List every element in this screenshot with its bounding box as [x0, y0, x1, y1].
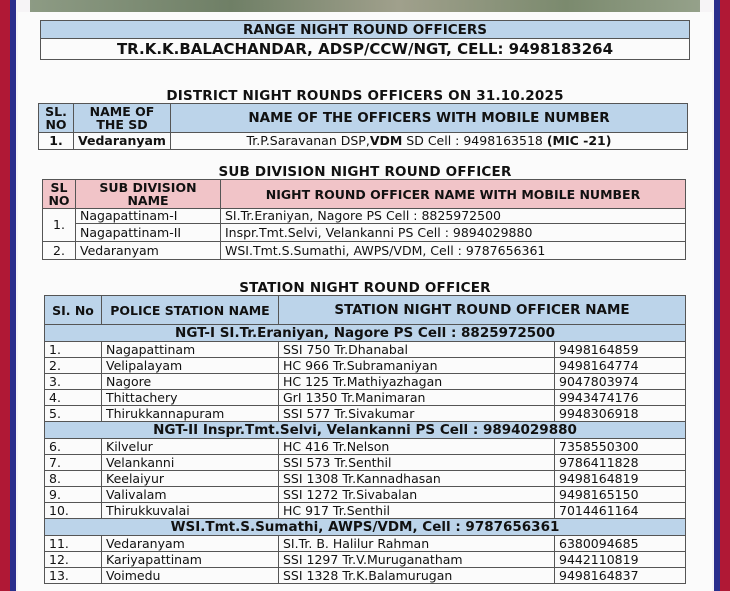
row-ps: Nagapattinam [102, 342, 279, 358]
district-row-sl: 1. [39, 133, 74, 150]
row-officer: HC 966 Tr.Subramaniyan [279, 358, 555, 374]
table-row [45, 568, 686, 584]
row-officer: SSI 573 Tr.Senthil [279, 455, 555, 471]
district-table [38, 103, 688, 150]
subdivision-col-officer: NIGHT ROUND OFFICER NAME WITH MOBILE NUMBER [221, 180, 686, 209]
row-mobile: 9047803974 [555, 374, 686, 390]
row-ps: Velankanni [102, 455, 279, 471]
row-officer: SSI 750 Tr.Dhanabal [279, 342, 555, 358]
district-officer-mid: SD Cell : 9498163518 [402, 133, 547, 148]
row-sl: 12. [45, 552, 102, 568]
station-group-title-vdm: WSI.Tmt.S.Sumathi, AWPS/VDM, Cell : 9787656361 [45, 519, 686, 536]
row-mobile: 7014461164 [555, 503, 686, 519]
table-row [45, 390, 686, 406]
document-page [18, 12, 712, 591]
station-table [44, 295, 686, 584]
row-sl: 4. [45, 390, 102, 406]
table-row [45, 552, 686, 568]
frame-border-left-inner [10, 0, 16, 591]
station-col-sl: SI. No [45, 296, 102, 325]
row-mobile: 9498164819 [555, 471, 686, 487]
district-col-officer: NAME OF THE OFFICERS WITH MOBILE NUMBER [170, 104, 687, 133]
subdivision-row-officer: WSI.Tmt.S.Sumathi, AWPS/VDM, Cell : 9787656361 [221, 242, 686, 260]
row-mobile: 9498164774 [555, 358, 686, 374]
row-officer: SSI 1272 Tr.Sivabalan [279, 487, 555, 503]
subdivision-row-sl: 1. [43, 209, 76, 242]
subdivision-col-sl: SL NO [43, 180, 76, 209]
table-row [45, 439, 686, 455]
subdivision-table [42, 179, 686, 260]
row-ps: Voimedu [102, 568, 279, 584]
table-row [45, 471, 686, 487]
row-ps: Vedaranyam [102, 536, 279, 552]
row-mobile: 9786411828 [555, 455, 686, 471]
frame-border-right [720, 0, 730, 591]
district-col-sd: NAME OF THE SD [74, 104, 171, 133]
header-photo-strip [30, 0, 700, 12]
row-ps: Thirukkannapuram [102, 406, 279, 422]
table-row [45, 406, 686, 422]
row-mobile: 9498165150 [555, 487, 686, 503]
row-sl: 13. [45, 568, 102, 584]
range-officer: TR.K.K.BALACHANDAR, ADSP/CCW/NGT, CELL: 9498183264 [41, 39, 690, 60]
row-sl: 11. [45, 536, 102, 552]
row-mobile: 9442110819 [555, 552, 686, 568]
table-row [45, 536, 686, 552]
row-mobile: 7358550300 [555, 439, 686, 455]
row-ps: Kilvelur [102, 439, 279, 455]
row-ps: Keelaiyur [102, 471, 279, 487]
row-ps: Valivalam [102, 487, 279, 503]
table-row [43, 224, 686, 242]
row-officer: HC 917 Tr.Senthil [279, 503, 555, 519]
row-officer: SSI 577 Tr.Sivakumar [279, 406, 555, 422]
row-sl: 6. [45, 439, 102, 455]
range-table [40, 20, 690, 60]
table-row [39, 133, 688, 150]
row-sl: 9. [45, 487, 102, 503]
row-ps: Nagore [102, 374, 279, 390]
row-sl: 10. [45, 503, 102, 519]
frame-border-left [0, 0, 10, 591]
row-officer: GrI 1350 Tr.Manimaran [279, 390, 555, 406]
table-row [45, 487, 686, 503]
row-sl: 1. [45, 342, 102, 358]
table-row [45, 358, 686, 374]
row-ps: Thirukkuvalai [102, 503, 279, 519]
subdivision-row-sl: 2. [43, 242, 76, 260]
range-heading: RANGE NIGHT ROUND OFFICERS [41, 21, 690, 39]
row-ps: Kariyapattinam [102, 552, 279, 568]
subdivision-row-sd: Nagapattinam-I [76, 209, 221, 224]
subdivision-row-officer: SI.Tr.Eraniyan, Nagore PS Cell : 8825972500 [221, 209, 686, 224]
district-row-officer [170, 133, 687, 150]
subdivision-row-sd: Nagapattinam-II [76, 224, 221, 242]
row-sl: 2. [45, 358, 102, 374]
district-heading: DISTRICT NIGHT ROUNDS OFFICERS ON 31.10.2025 [166, 88, 564, 104]
row-mobile: 9498164859 [555, 342, 686, 358]
row-officer: SI.Tr. B. Halilur Rahman [279, 536, 555, 552]
station-col-officer: STATION NIGHT ROUND OFFICER NAME [279, 296, 686, 325]
subdivision-heading: SUB DIVISION NIGHT ROUND OFFICER [218, 164, 512, 180]
station-heading: STATION NIGHT ROUND OFFICER [239, 280, 491, 296]
row-mobile: 9948306918 [555, 406, 686, 422]
subdivision-col-sd: SUB DIVISION NAME [76, 180, 221, 209]
row-officer: HC 125 Tr.Mathiyazhagan [279, 374, 555, 390]
frame-border-right-inner [714, 0, 720, 591]
table-row [43, 209, 686, 224]
table-row [43, 242, 686, 260]
row-officer: SSI 1328 Tr.K.Balamurugan [279, 568, 555, 584]
station-group-title-ngt2: NGT-II Inspr.Tmt.Selvi, Velankanni PS Cell : 9894029880 [45, 422, 686, 439]
row-sl: 5. [45, 406, 102, 422]
row-sl: 3. [45, 374, 102, 390]
subdivision-row-officer: Inspr.Tmt.Selvi, Velankanni PS Cell : 9894029880 [221, 224, 686, 242]
district-officer-bold: VDM [369, 133, 403, 148]
row-sl: 7. [45, 455, 102, 471]
district-officer-prefix: Tr.P.Saravanan DSP, [246, 133, 370, 148]
station-group-title-ngt1: NGT-I SI.Tr.Eraniyan, Nagore PS Cell : 8825972500 [45, 325, 686, 342]
row-ps: Thittachery [102, 390, 279, 406]
row-sl: 8. [45, 471, 102, 487]
row-mobile: 9498164837 [555, 568, 686, 584]
table-row [45, 374, 686, 390]
row-officer: SSI 1297 Tr.V.Muruganatham [279, 552, 555, 568]
station-col-ps: POLICE STATION NAME [102, 296, 279, 325]
district-row-sd: Vedaranyam [74, 133, 171, 150]
subdivision-row-sd: Vedaranyam [76, 242, 221, 260]
row-mobile: 9943474176 [555, 390, 686, 406]
row-mobile: 6380094685 [555, 536, 686, 552]
district-officer-tail: (MIC -21) [546, 133, 612, 148]
row-officer: SSI 1308 Tr.Kannadhasan [279, 471, 555, 487]
table-row [45, 503, 686, 519]
table-row [45, 455, 686, 471]
table-row [45, 342, 686, 358]
row-officer: HC 416 Tr.Nelson [279, 439, 555, 455]
district-col-sl: SL. NO [39, 104, 74, 133]
row-ps: Velipalayam [102, 358, 279, 374]
